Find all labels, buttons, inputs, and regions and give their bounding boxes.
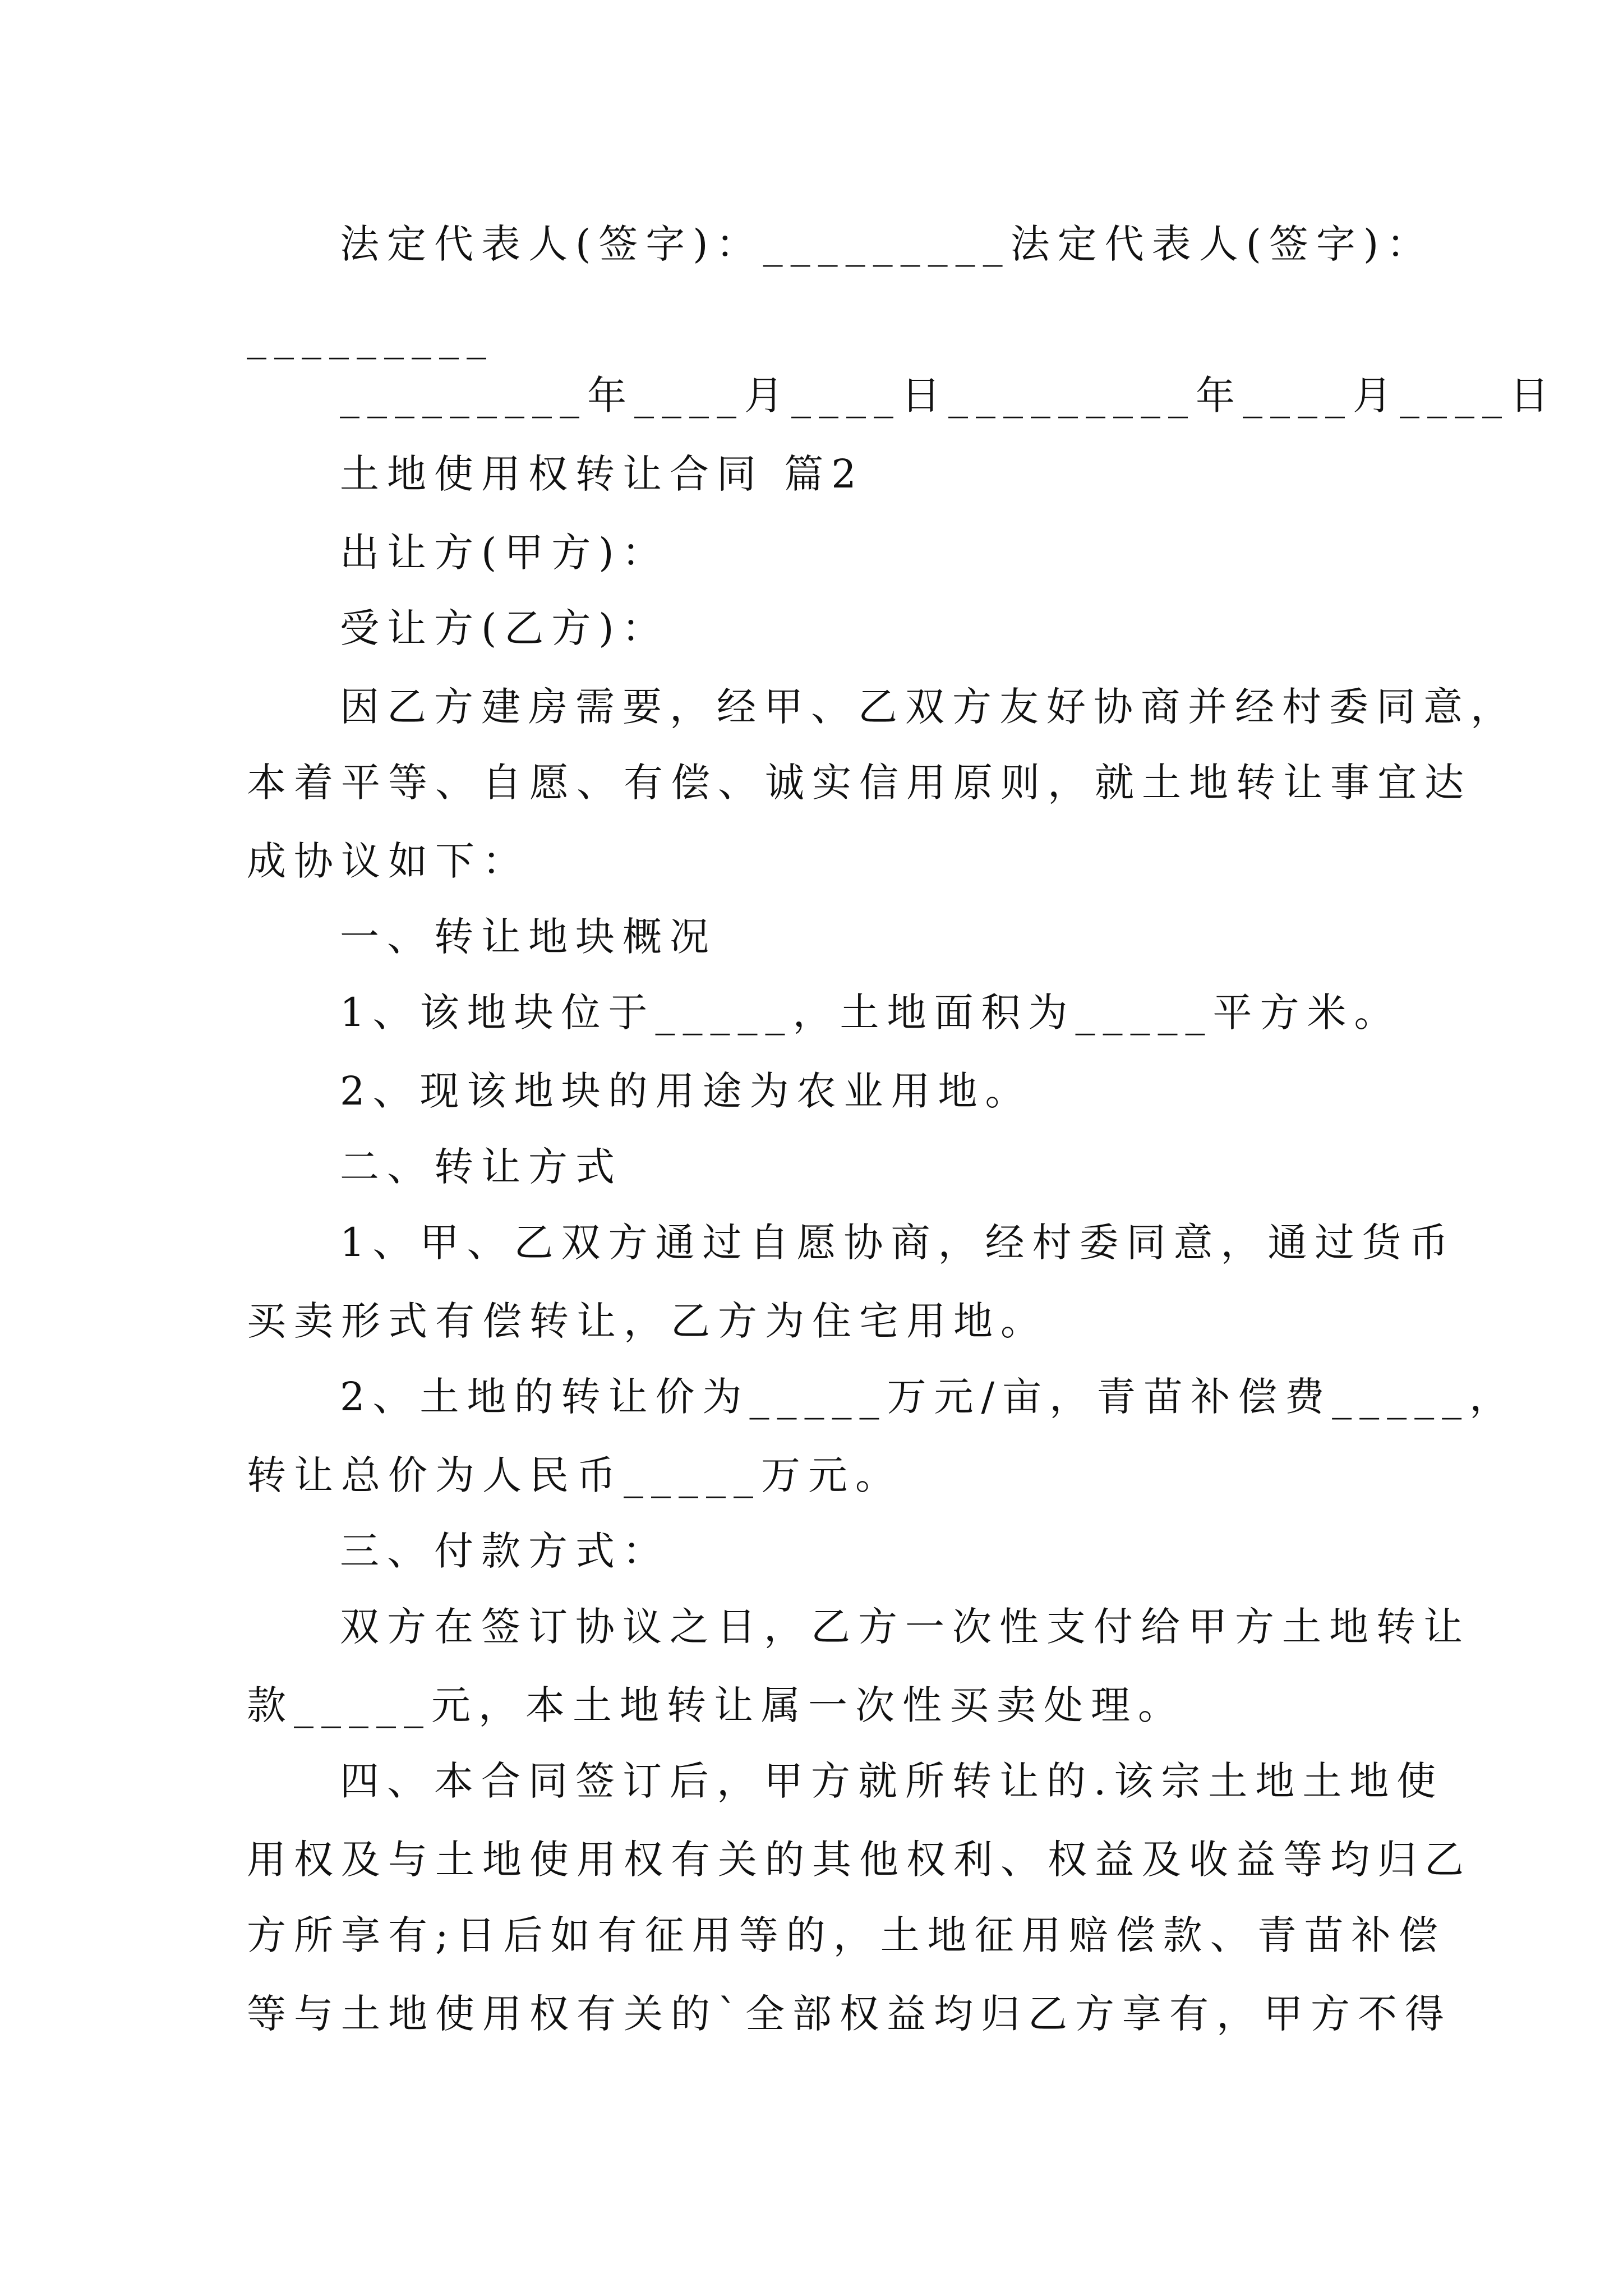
section-2-item-2-line-2: 转让总价为人民币_____万元。 <box>247 1452 902 1498</box>
section-2-item-1-line-2: 买卖形式有偿转让，乙方为住宅用地。 <box>247 1298 1048 1344</box>
section-3-line-2: 款_____元，本土地转让属一次性买卖处理。 <box>247 1682 1185 1728</box>
signature-blank-line: _________ <box>247 314 494 360</box>
section-3-heading: 三、付款方式： <box>340 1528 670 1574</box>
section-2-heading: 二、转让方式 <box>340 1144 623 1190</box>
section-4-line-3: 方所享有;日后如有征用等的，土地征用赔偿款、青苗补偿 <box>247 1912 1446 1958</box>
section-2-item-2-line-1: 2、土地的转让价为_____万元/亩，青苗补偿费_____， <box>340 1374 1517 1420</box>
preamble-line-2: 本着平等、自愿、有偿、诚实信用原则，就土地转让事宜达 <box>247 760 1472 806</box>
preamble-line-3: 成协议如下： <box>247 838 529 884</box>
section-1-heading: 一、转让地块概况 <box>340 914 717 960</box>
section-1-item-2: 2、现该地块的用途为农业用地。 <box>340 1068 1032 1114</box>
party-a-line: 出让方(甲方)： <box>340 530 669 576</box>
party-b-line: 受让方(乙方)： <box>340 605 669 651</box>
section-1-item-1: 1、该地块位于_____，土地面积为_____平方米。 <box>340 990 1401 1036</box>
section-2-item-1-line-1: 1、甲、乙双方通过自愿协商，经村委同意，通过货币 <box>340 1220 1456 1266</box>
preamble-line-1: 因乙方建房需要，经甲、乙双方友好协商并经村委同意， <box>340 684 1518 730</box>
contract-title: 土地使用权转让合同 篇2 <box>340 451 864 497</box>
signature-line: 法定代表人(签字)：_________法定代表人(签字)： <box>340 221 1434 267</box>
section-4-line-4: 等与土地使用权有关的`全部权益均归乙方享有，甲方不得 <box>247 1991 1452 2037</box>
section-3-line-1: 双方在签订协议之日，乙方一次性支付给甲方土地转让 <box>340 1604 1470 1650</box>
section-4-line-1: 四、本合同签订后，甲方就所转让的.该宗土地土地使 <box>340 1758 1444 1804</box>
date-line: _________年____月____日_________年____月____日 <box>340 372 1557 418</box>
section-4-line-2: 用权及与土地使用权有关的其他权利、权益及收益等均归乙 <box>247 1837 1472 1883</box>
